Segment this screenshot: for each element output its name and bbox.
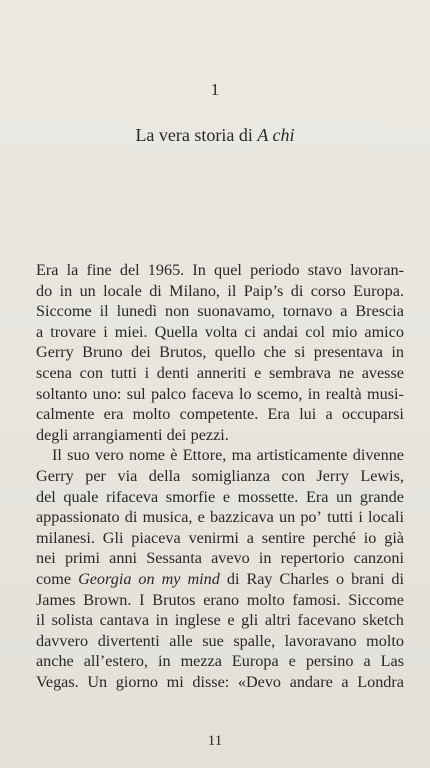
word: po’ bbox=[300, 508, 322, 527]
word: in bbox=[391, 343, 404, 362]
word: in bbox=[155, 611, 169, 630]
word: il bbox=[36, 611, 45, 630]
word: di bbox=[391, 569, 404, 588]
word: piaceva bbox=[131, 528, 181, 547]
text-line bbox=[36, 384, 404, 405]
word: a bbox=[340, 302, 348, 321]
word: brani bbox=[351, 569, 385, 588]
word: che bbox=[263, 343, 287, 362]
word: dei bbox=[131, 343, 151, 362]
text-line bbox=[36, 301, 404, 322]
word: «Devo bbox=[237, 672, 282, 691]
text-line bbox=[36, 363, 404, 384]
word: già bbox=[384, 528, 404, 547]
word: a bbox=[341, 672, 349, 691]
word: Gli bbox=[102, 528, 124, 547]
word: gli bbox=[241, 611, 259, 630]
word: do bbox=[36, 281, 53, 300]
word: Jerry bbox=[316, 466, 349, 485]
word: periodo bbox=[250, 261, 300, 279]
word: Las bbox=[380, 652, 404, 671]
text-line bbox=[36, 342, 404, 363]
word: inglese bbox=[174, 611, 221, 630]
text-line bbox=[36, 651, 404, 672]
word: denti bbox=[156, 363, 190, 382]
word: repertorio bbox=[280, 549, 345, 568]
text-line bbox=[36, 507, 404, 528]
word: disse: bbox=[192, 672, 230, 691]
word: canzoni bbox=[353, 549, 404, 568]
word: e bbox=[222, 487, 231, 506]
word: andai bbox=[263, 322, 299, 341]
word: è bbox=[170, 446, 178, 465]
word: calmente bbox=[36, 405, 95, 424]
word: non bbox=[164, 302, 190, 321]
word: via bbox=[117, 466, 138, 485]
word: della bbox=[148, 466, 181, 485]
word: altri bbox=[264, 611, 291, 630]
word: io bbox=[363, 528, 377, 547]
text-line bbox=[36, 569, 404, 590]
word: spalle, bbox=[233, 631, 276, 650]
word: Brescia bbox=[355, 302, 404, 321]
word: faceva bbox=[191, 384, 234, 403]
word: erano bbox=[203, 590, 240, 609]
chapter-title bbox=[0, 125, 430, 146]
word: quello bbox=[214, 343, 256, 362]
word: a bbox=[325, 405, 333, 424]
word: Brutos bbox=[152, 590, 196, 609]
word: a bbox=[363, 652, 371, 671]
word: e bbox=[288, 652, 296, 671]
word: locale bbox=[103, 281, 142, 300]
word: Era bbox=[267, 405, 290, 424]
word: scemo, bbox=[257, 384, 303, 403]
word: 1965. bbox=[147, 261, 185, 279]
word: Milano, bbox=[169, 281, 220, 300]
text-line bbox=[36, 466, 404, 487]
word: e bbox=[197, 508, 205, 527]
word: del bbox=[119, 261, 140, 279]
word: mi bbox=[166, 672, 184, 691]
word: persino bbox=[305, 652, 354, 671]
word: venirmi bbox=[188, 528, 239, 547]
word: appassionato bbox=[36, 508, 120, 527]
word: i bbox=[144, 363, 150, 382]
word: i bbox=[358, 508, 363, 527]
word: sentire bbox=[261, 528, 305, 547]
word: o bbox=[335, 569, 345, 588]
word: Gerry bbox=[36, 466, 74, 485]
word: somiglianza bbox=[191, 466, 271, 485]
word: di bbox=[149, 281, 162, 300]
word: amico bbox=[364, 322, 404, 341]
word: i bbox=[103, 322, 108, 341]
word: di bbox=[290, 281, 304, 300]
text-line bbox=[36, 322, 404, 343]
word: del bbox=[36, 487, 56, 506]
word: tornavo bbox=[282, 302, 333, 321]
word: nome bbox=[129, 446, 165, 465]
word: Georgia bbox=[78, 569, 132, 588]
word: Siccome bbox=[36, 302, 92, 321]
word: soltanto bbox=[36, 384, 88, 403]
word: avesse bbox=[361, 363, 404, 382]
word: all’estero, bbox=[83, 652, 149, 671]
word: musi- bbox=[367, 384, 404, 403]
word: di bbox=[124, 508, 138, 527]
word: molto bbox=[366, 631, 404, 650]
word: Bruno bbox=[82, 343, 123, 362]
word: Lewis, bbox=[360, 466, 404, 485]
word: locali bbox=[368, 508, 404, 527]
word: Vegas. bbox=[36, 672, 79, 691]
word: arrangiamenti bbox=[72, 425, 163, 444]
word: alle bbox=[169, 631, 193, 650]
word: vero bbox=[94, 446, 124, 465]
word: ne bbox=[338, 363, 354, 382]
word: Londra bbox=[357, 672, 404, 691]
word: molto bbox=[132, 405, 171, 424]
word: famosi. bbox=[292, 590, 341, 609]
word: realtà bbox=[325, 384, 362, 403]
word: giorno bbox=[115, 672, 159, 691]
text-line bbox=[36, 260, 404, 281]
word: nei bbox=[36, 549, 56, 568]
word: artisticamente bbox=[256, 446, 348, 465]
word: uno: bbox=[92, 384, 122, 403]
word: trovare bbox=[50, 322, 97, 341]
word: tutti bbox=[110, 363, 137, 382]
word: mio bbox=[332, 322, 358, 341]
word: competente. bbox=[179, 405, 259, 424]
word: presentava bbox=[313, 343, 383, 362]
text-line bbox=[36, 281, 404, 302]
word: sembrava bbox=[268, 363, 331, 382]
word: milanesi. bbox=[36, 528, 95, 547]
word: Paip’s bbox=[243, 281, 284, 300]
word: divertenti bbox=[97, 631, 160, 650]
word: Europa bbox=[231, 652, 279, 671]
word: degli bbox=[36, 425, 69, 444]
word: primi bbox=[64, 549, 101, 568]
word: Ray bbox=[246, 569, 273, 588]
word: un bbox=[79, 281, 96, 300]
word: stavo bbox=[307, 261, 342, 279]
word: fine bbox=[86, 261, 112, 279]
word: per bbox=[85, 466, 106, 485]
word: solista bbox=[51, 611, 93, 630]
word: un bbox=[278, 508, 296, 527]
word: corso bbox=[310, 281, 346, 300]
word: avevo bbox=[211, 549, 250, 568]
word: tutti bbox=[327, 508, 354, 527]
word: In bbox=[192, 261, 206, 279]
word: suonavamo, bbox=[197, 302, 275, 321]
text-line bbox=[36, 487, 404, 508]
word: Brown. bbox=[83, 590, 132, 609]
word: grande bbox=[359, 487, 404, 506]
word: con bbox=[79, 363, 104, 382]
chapter-number: 1 bbox=[210, 80, 220, 99]
word: Ettore, bbox=[182, 446, 227, 465]
word: ci bbox=[244, 322, 257, 341]
word: in bbox=[258, 549, 272, 568]
word: pezzi. bbox=[190, 425, 229, 444]
word: I bbox=[139, 590, 145, 609]
word: quale bbox=[63, 487, 99, 506]
text-line bbox=[36, 590, 404, 611]
word: si bbox=[294, 343, 306, 362]
word: in bbox=[158, 652, 171, 671]
word: il bbox=[227, 281, 237, 300]
word: James bbox=[36, 590, 76, 609]
word: suo bbox=[67, 446, 90, 465]
word: my bbox=[161, 569, 181, 588]
word: Gerry bbox=[36, 343, 74, 362]
word: sue bbox=[202, 631, 224, 650]
word: anche bbox=[36, 652, 74, 671]
word: ma bbox=[231, 446, 252, 465]
word: anneriti bbox=[196, 363, 247, 382]
word: di bbox=[226, 569, 240, 588]
word: Quella bbox=[154, 322, 198, 341]
word: musica, bbox=[142, 508, 193, 527]
word: con bbox=[281, 466, 305, 485]
word: andare bbox=[289, 672, 333, 691]
word: Siccome bbox=[348, 590, 404, 609]
word: mind bbox=[187, 569, 220, 588]
text-line bbox=[36, 631, 404, 652]
word: sketch bbox=[362, 611, 404, 630]
word: cantava bbox=[99, 611, 150, 630]
word: a bbox=[36, 322, 44, 341]
word: la bbox=[66, 261, 79, 279]
word: come bbox=[36, 569, 72, 588]
word: lui bbox=[299, 405, 317, 424]
word: e bbox=[254, 363, 262, 382]
word: e bbox=[227, 611, 235, 630]
word: Europa. bbox=[353, 281, 404, 300]
word: anni bbox=[109, 549, 138, 568]
text-line bbox=[36, 610, 404, 631]
word: Charles bbox=[279, 569, 329, 588]
word: rifaceva bbox=[106, 487, 159, 506]
text-line bbox=[36, 672, 404, 693]
word: facevano bbox=[297, 611, 356, 630]
text-line bbox=[36, 425, 404, 446]
text-line bbox=[36, 528, 404, 549]
word: lunedì bbox=[116, 302, 158, 321]
word: palco bbox=[151, 384, 187, 403]
word: mezza bbox=[180, 652, 222, 671]
word: divenne bbox=[352, 446, 404, 465]
word: era bbox=[103, 405, 124, 424]
word: smorfie bbox=[165, 487, 216, 506]
word: Brutos, bbox=[159, 343, 207, 362]
body-text bbox=[36, 260, 404, 692]
chapter-title-prefix: La vera storia di bbox=[135, 125, 258, 145]
word: a bbox=[246, 528, 254, 547]
word: davvero bbox=[36, 631, 89, 650]
word: molto bbox=[246, 590, 285, 609]
word: in bbox=[307, 384, 321, 403]
word: quel bbox=[214, 261, 242, 279]
text-line bbox=[36, 445, 404, 466]
word: in bbox=[59, 281, 73, 300]
text-line bbox=[36, 404, 404, 425]
word: occuparsi bbox=[341, 405, 404, 424]
word: Era bbox=[305, 487, 329, 506]
word: Era bbox=[36, 261, 59, 279]
word: dei bbox=[166, 425, 187, 444]
chapter-title-italic: A chi bbox=[257, 125, 295, 145]
word: Un bbox=[87, 672, 108, 691]
word: lo bbox=[239, 384, 252, 403]
word: on bbox=[138, 569, 155, 588]
text-line bbox=[36, 548, 404, 569]
word: Il bbox=[52, 446, 62, 465]
word: il bbox=[99, 302, 109, 321]
word: perché bbox=[312, 528, 356, 547]
word: mossette. bbox=[237, 487, 299, 506]
word: col bbox=[305, 322, 326, 341]
paragraph bbox=[36, 445, 404, 692]
page-number: 11 bbox=[207, 733, 223, 749]
word: un bbox=[336, 487, 353, 506]
word: lavoravano bbox=[284, 631, 357, 650]
word: miei. bbox=[114, 322, 148, 341]
word: volta bbox=[204, 322, 238, 341]
word: scena bbox=[36, 363, 72, 382]
word: sul bbox=[126, 384, 146, 403]
word: lavoran- bbox=[350, 261, 404, 279]
word: Sessanta bbox=[146, 549, 202, 568]
paragraph bbox=[36, 260, 404, 445]
word: bazzicava bbox=[210, 508, 274, 527]
